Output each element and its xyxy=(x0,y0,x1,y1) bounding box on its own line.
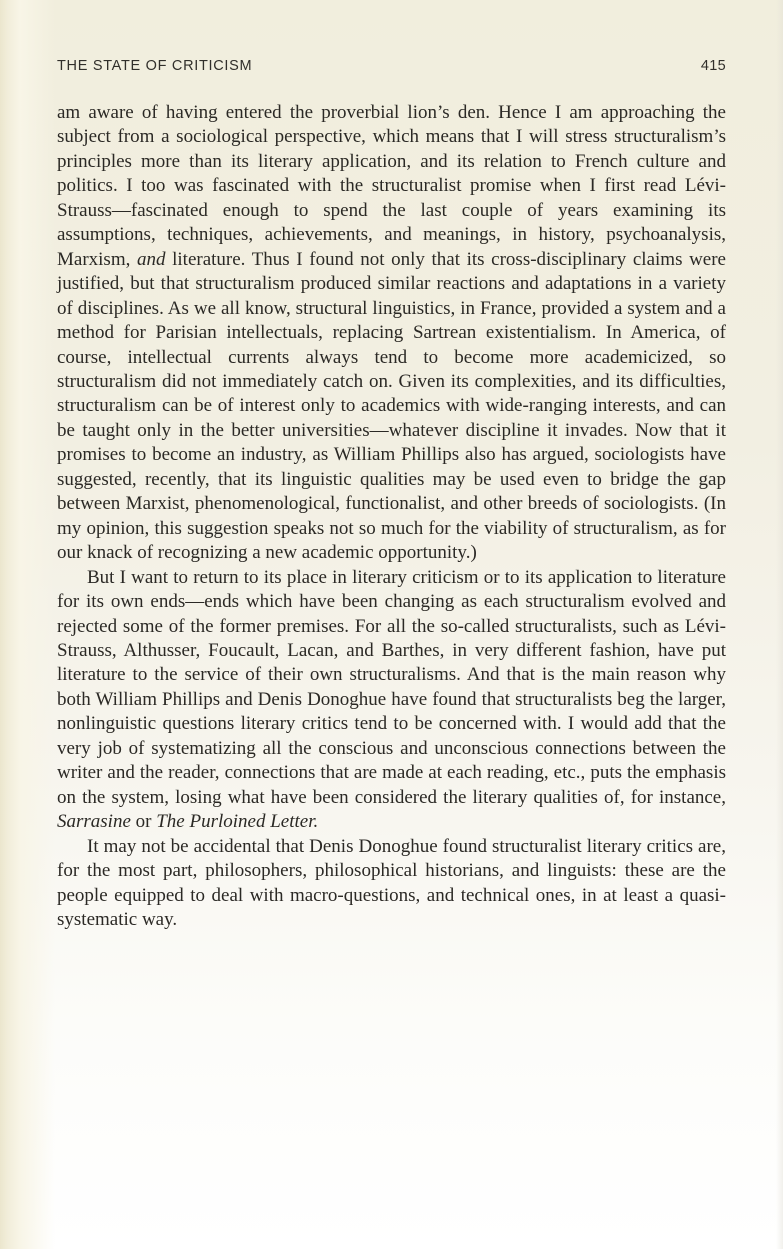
text-run: literature. Thus I found not only that its cross-disciplinary claims were justified, but that structuralism produced similar reactions and adaptations in a variety of disciplines. As we all know, structural linguistics, in France, provided a system and a method for Parisian intellectuals, replacing Sartrean existentialism. In America, of course, intellectual currents always tend to become more academicized, so structuralism did not immediately catch on. Given its complexities, and its difficulties, structuralism can be of interest only to academics with wide-ranging interests, and can be taught only in the better universities—whatever discipline it invades. Now that it promises to become an industry, as William Phillips also has argued, sociologists have suggested, recently, that its linguistic qualities may be used even to bridge the gap between Marxist, phenomenological, functionalist, and other breeds of sociologists. (In my opinion, this suggestion speaks not so much for the viability of structuralism, as for our knack of recognizing a new academic opportunity.) xyxy=(57,248,726,564)
text-run: am aware of having entered the proverbial lion’s den. Hence I am approaching the subject from a sociological perspective, which means that I will stress structuralism’s principles more than its literary application, and its relation to French culture and politics. I too was fascinated with the structuralist promise when I first read Lévi-Strauss—fascinated enough to spend the last couple of years examining its assumptions, techniques, achievements, and meanings, in history, psychoanalysis, Marxism, xyxy=(57,102,726,270)
page-number: 415 xyxy=(700,58,726,74)
text-run-italic: Sarrasine xyxy=(57,811,131,833)
paragraph-3 xyxy=(57,835,726,933)
text-run: It may not be accidental that Denis Donoghue found structuralist literary critics are, for the most part, philosophers, philosophical historians, and linguists: these are the people equipped to deal with macro-questions, and technical ones, in at least a quasi-systematic way. xyxy=(57,835,726,930)
text-run-italic: The Purloined Letter. xyxy=(156,811,319,833)
page-header xyxy=(57,58,726,74)
text-run: But I want to return to its place in literary criticism or to its application to literature for its own ends—ends which have been changing as each structuralism evolved and rejected some of the former premises. For all the so-called structuralists, such as Lévi-Strauss, Althusser, Foucault, Lacan, and Barthes, in very different fashion, have put literature to the service of their own structuralisms. And that is the main reason why both William Phillips and Denis Donoghue have found that structuralists beg the larger, nonlinguistic questions literary critics tend to be concerned with. I would add that the very job of systematizing all the conscious and unconscious connections between the writer and the reader, connections that are made at each reading, etc., puts the emphasis on the system, losing what have been considered the literary qualities of, for instance, xyxy=(57,566,726,808)
page-body xyxy=(57,101,726,932)
paragraph-2 xyxy=(57,566,726,835)
text-run: or xyxy=(130,811,157,833)
running-title: THE STATE OF CRITICISM xyxy=(57,58,253,74)
text-run-italic: and xyxy=(136,248,166,270)
paragraph-1 xyxy=(57,101,726,566)
